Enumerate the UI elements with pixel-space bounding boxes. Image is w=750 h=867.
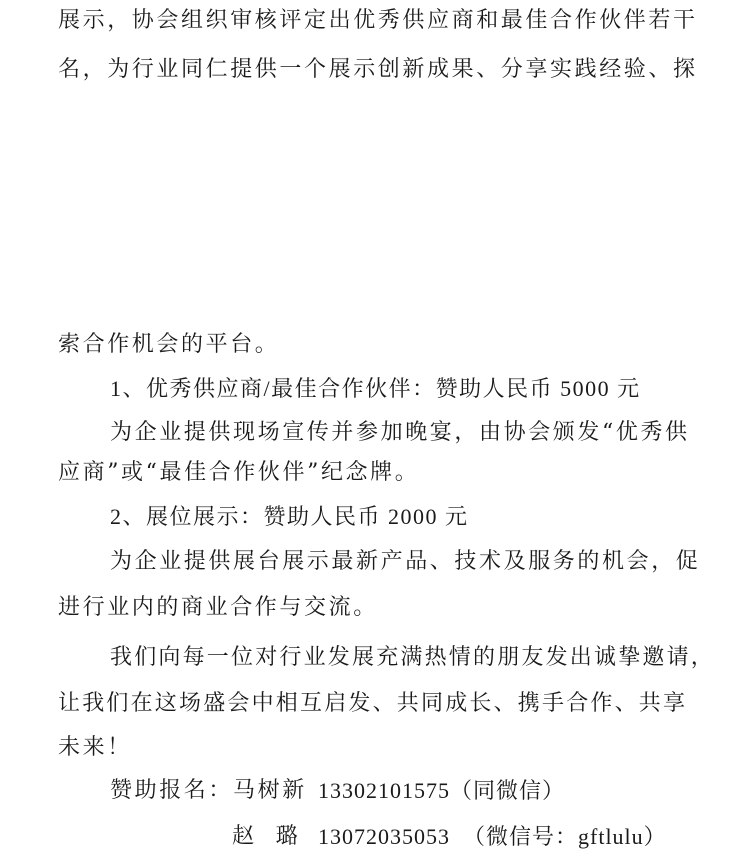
- contact-phone: 13302101575（同微信）: [318, 778, 566, 803]
- paragraph-line: 未来！: [58, 735, 132, 760]
- sponsor-item-1: 1、优秀供应商/最佳合作伙伴：赞助人民币 5000 元: [110, 376, 641, 401]
- paragraph-line: 为企业提供现场宣传并参加晚宴，由协会颁发“优秀供: [110, 420, 690, 445]
- contact-label: 赞助报名：马树新: [110, 778, 307, 803]
- paragraph-line: 为企业提供展台展示最新产品、技术及服务的机会，促: [110, 549, 701, 574]
- paragraph-line: 我们向每一位对行业发展充满热情的朋友发出诚挚邀请，: [110, 645, 716, 670]
- paragraph-line: 应商”或“最佳合作伙伴”纪念牌。: [58, 460, 420, 485]
- contact-name: 赵 璐: [232, 824, 301, 849]
- contact-phone: 13072035053 （微信号：gftlulu）: [318, 824, 667, 849]
- paragraph-line: 进行业内的商业合作与交流。: [58, 595, 378, 620]
- sponsor-item-2: 2、展位展示：赞助人民币 2000 元: [110, 504, 469, 529]
- paragraph-line: 展示，协会组织审核评定出优秀供应商和最佳合作伙伴若干: [58, 8, 698, 33]
- paragraph-line: 索合作机会的平台。: [58, 332, 280, 357]
- paragraph-line: 让我们在这场盛会中相互启发、共同成长、携手合作、共享: [58, 691, 688, 716]
- paragraph-line: 名，为行业同仁提供一个展示创新成果、分享实践经验、探: [58, 57, 698, 82]
